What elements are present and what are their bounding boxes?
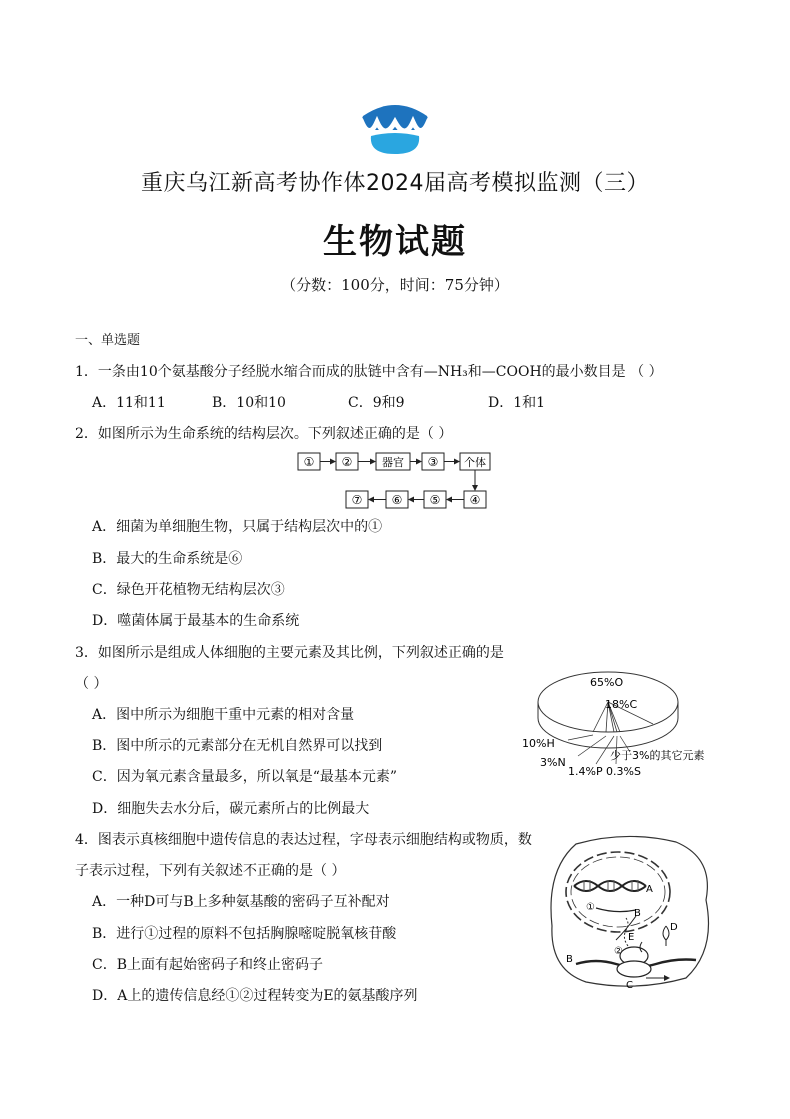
question-3-stem-line-1: 3．如图所示是组成人体细胞的主要元素及其比例，下列叙述正确的是: [75, 645, 504, 661]
hierarchy-label-6: ⑥: [391, 493, 403, 507]
section-heading: 一、单选题: [75, 333, 141, 348]
question-3-option-b: B．图中所示的元素部分在无机自然界可以找到: [92, 738, 383, 754]
question-2-option-d: D．噬菌体属于最基本的生命系统: [92, 613, 300, 629]
element-pie-chart: [518, 660, 718, 780]
pie-label-hydrogen: 10%H: [522, 737, 555, 750]
question-4-stem-line-1: 4．图表示真核细胞中遗传信息的表达过程，字母表示细胞结构或物质，数: [75, 832, 532, 848]
hierarchy-label-3: ③: [427, 455, 439, 469]
question-1-stem: 1．一条由10个氨基酸分子经脱水缩合而成的肽链中含有—NH₃和—COOH的最小数目是 （ ）: [75, 364, 663, 380]
hierarchy-label-organ: 器官: [382, 456, 404, 469]
question-4-option-a: A．一种D可与B上多种氨基酸的密码子互补配对: [92, 894, 390, 910]
question-1-option-d: D．1和1: [488, 395, 546, 411]
hierarchy-label-7: ⑦: [351, 493, 363, 507]
question-2-stem: 2．如图所示为生命系统的结构层次。下列叙述正确的是（ ）: [75, 426, 453, 442]
pie-label-nitrogen: 3%N: [540, 756, 566, 769]
question-1-option-c: C．9和9: [348, 395, 405, 411]
hierarchy-label-5: ⑤: [429, 493, 441, 507]
question-3-option-a: A．图中所示为细胞干重中元素的相对含量: [92, 707, 355, 723]
cell-label-process-1: ①: [586, 902, 595, 913]
question-4-option-c: C．B上面有起始密码子和终止密码子: [92, 957, 323, 973]
cell-label-d: D: [670, 922, 678, 933]
pie-label-sulfur: 0.3%S: [606, 765, 641, 778]
cell-label-b-nucleus: B: [634, 908, 641, 919]
hierarchy-diagram: [296, 450, 492, 512]
pie-label-phosphorus: 1.4%P: [568, 765, 603, 778]
pie-label-oxygen: 65%O: [590, 676, 624, 689]
question-3-option-c: C．因为氧元素含量最多，所以氧是“最基本元素”: [92, 769, 398, 785]
question-1-option-a: A．11和11: [92, 395, 166, 411]
question-2-option-b: B．最大的生命系统是⑥: [92, 551, 243, 567]
subject-title: 生物试题: [323, 222, 467, 262]
cell-label-b-cytoplasm: B: [566, 954, 573, 965]
gene-expression-diagram: [546, 830, 716, 990]
cell-label-process-2: ②: [614, 946, 623, 957]
question-4-stem-line-2: 子表示过程，下列有关叙述不正确的是（ ）: [75, 863, 346, 879]
question-3-stem-line-2: （ ）: [75, 676, 108, 692]
cell-label-c: C: [626, 980, 633, 990]
question-4-option-b: B．进行①过程的原料不包括胸腺嘧啶脱氧核苷酸: [92, 926, 397, 942]
hierarchy-label-1: ①: [303, 455, 315, 469]
hierarchy-label-4: ④: [469, 493, 481, 507]
question-1-option-b: B．10和10: [212, 395, 286, 411]
pie-label-carbon: 18%C: [605, 698, 638, 711]
question-2-option-c: C．绿色开花植物无结构层次③: [92, 582, 285, 598]
pie-label-others: 少于3%的其它元素: [610, 749, 705, 762]
hierarchy-label-individual: 个体: [464, 456, 486, 469]
exam-logo-icon: [357, 100, 433, 156]
exam-meta: （分数：100分，时间：75分钟）: [281, 276, 509, 294]
question-2-option-a: A．细菌为单细胞生物，只属于结构层次中的①: [92, 519, 383, 535]
question-4-option-d: D．A上的遗传信息经①②过程转变为E的氨基酸序列: [92, 988, 418, 1004]
hierarchy-label-2: ②: [341, 455, 353, 469]
cell-label-a: A: [646, 884, 653, 895]
exam-title: 重庆乌江新高考协作体2024届高考模拟监测（三）: [141, 171, 649, 196]
cell-label-e: E: [628, 932, 635, 943]
question-3-option-d: D．细胞失去水分后，碳元素所占的比例最大: [92, 801, 370, 817]
